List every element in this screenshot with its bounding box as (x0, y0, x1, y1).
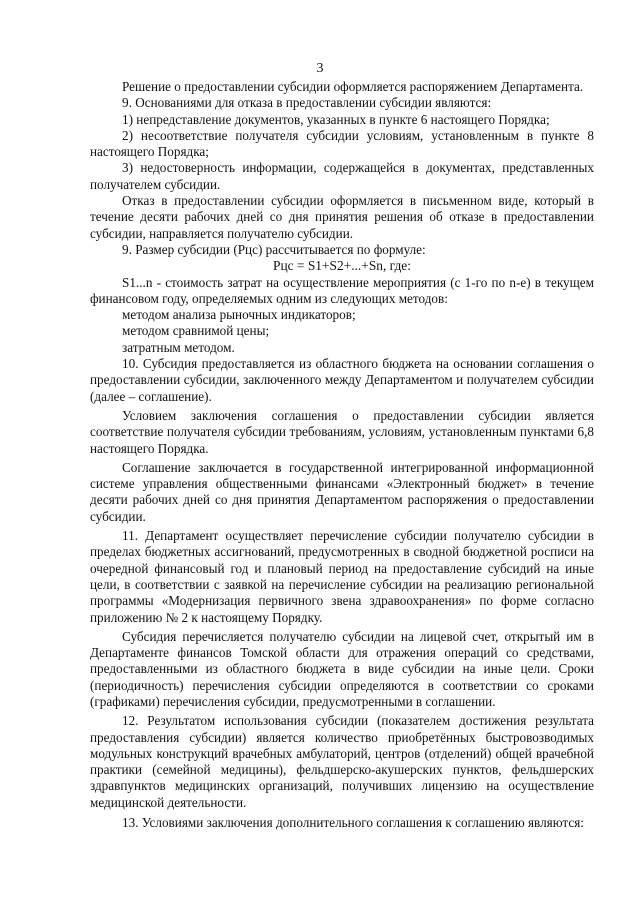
paragraph-transfer: Субсидия перечисляется получателю субсидии на лицевой счет, открытый им в Департаменте финансов Томской области для отражения операций со средствами, предоставленными из областного бюджета в виде субсидии на иные цели. Сроки (периодичность) перечисления субсидии определяются в соответствии со сроками (графиками) перечисления субсидии, предусмотренными в соглашении. (90, 628, 594, 709)
page-number: 3 (316, 61, 324, 76)
list-item-ground-2: 2) несоответствие получателя субсидии условиям, установленным в пункте 8 настоящего Порядка; (90, 127, 594, 160)
paragraph-10: 10. Субсидия предоставляется из областного бюджета на основании соглашения о предоставлении субсидии, заключенного между Департаментом и получателем субсидии (далее – соглашение). (90, 356, 594, 404)
list-item-ground-1: 1) непредставление документов, указанных в пункте 6 настоящего Порядка; (122, 111, 550, 127)
paragraph-13: 13. Условиями заключения дополнительного соглашения к соглашению являются: (122, 815, 584, 831)
formula: Рцс = S1+S2+...+Sn, где: (273, 258, 411, 274)
paragraph-agreement-system: Соглашение заключается в государственной интегрированной информационной системе управления общественными финансами «Электронный бюджет» в течение десяти рабочих дней со дня принятия Департаментом распоряжения о предоставлении субсидии. (90, 459, 594, 524)
paragraph-cost-definition: S1...n - стоимость затрат на осуществление мероприятия (с 1-го по n-е) в текущем финансовом году, определяемых одним из следующих методов: (90, 274, 594, 306)
document-body (90, 79, 594, 831)
paragraph-refusal-grounds: 9. Основаниями для отказа в предоставлении субсидии являются: (122, 95, 492, 111)
list-item-ground-3: 3) недостоверность информации, содержащейся в документах, представленных получателем субсидии. (90, 160, 594, 192)
paragraph-11: 11. Департамент осуществляет перечисление субсидии получателю субсидии в пределах бюджетных ассигнований, предусмотренных в сводной бюджетной росписи на очередной финансовый год и плановый период на предоставление субсидий на иные цели, в соответствии с заявкой на перечисление субсидии на реализацию региональной программы «Модернизация первичного звена здравоохранения» по форме согласно приложению № 2 к настоящему Порядку. (90, 528, 594, 625)
paragraph-agreement-condition: Условием заключения соглашения о предоставлении субсидии является соответствие получателя субсидии требованиям, условиям, установленным пунктами 6,8 настоящего Порядка. (90, 407, 594, 456)
paragraph-refusal-notice: Отказ в предоставлении субсидии оформляется в письменном виде, который в течение десяти рабочих дней со дня принятия решения об отказе в предоставлении субсидии, направляется получателю субсидии. (90, 193, 594, 241)
list-item-method-2: методом сравнимой цены; (122, 323, 270, 339)
paragraph-12: 12. Результатом использования субсидии (показателем достижения результата предоставления субсидии) является количество приобретённых быстровозводимых модульных конструкций врачебных амбулаторий, центров (отделений) общей врачебной практики (семейной медицины), фельдшерско-акушерских пунктов, фельдшерских здравпунктов медицинских организаций, получивших лицензию на осуществление медицинской деятельности. (90, 713, 594, 810)
list-item-method-1: методом анализа рыночных индикаторов; (122, 307, 356, 323)
list-item-method-3: затратным методом. (122, 339, 235, 355)
paragraph-subsidy-size: 9. Размер субсидии (Рцс) рассчитывается по формуле: (122, 241, 426, 257)
paragraph-decision: Решение о предоставлении субсидии оформляется распоряжением Департамента. (122, 79, 584, 94)
